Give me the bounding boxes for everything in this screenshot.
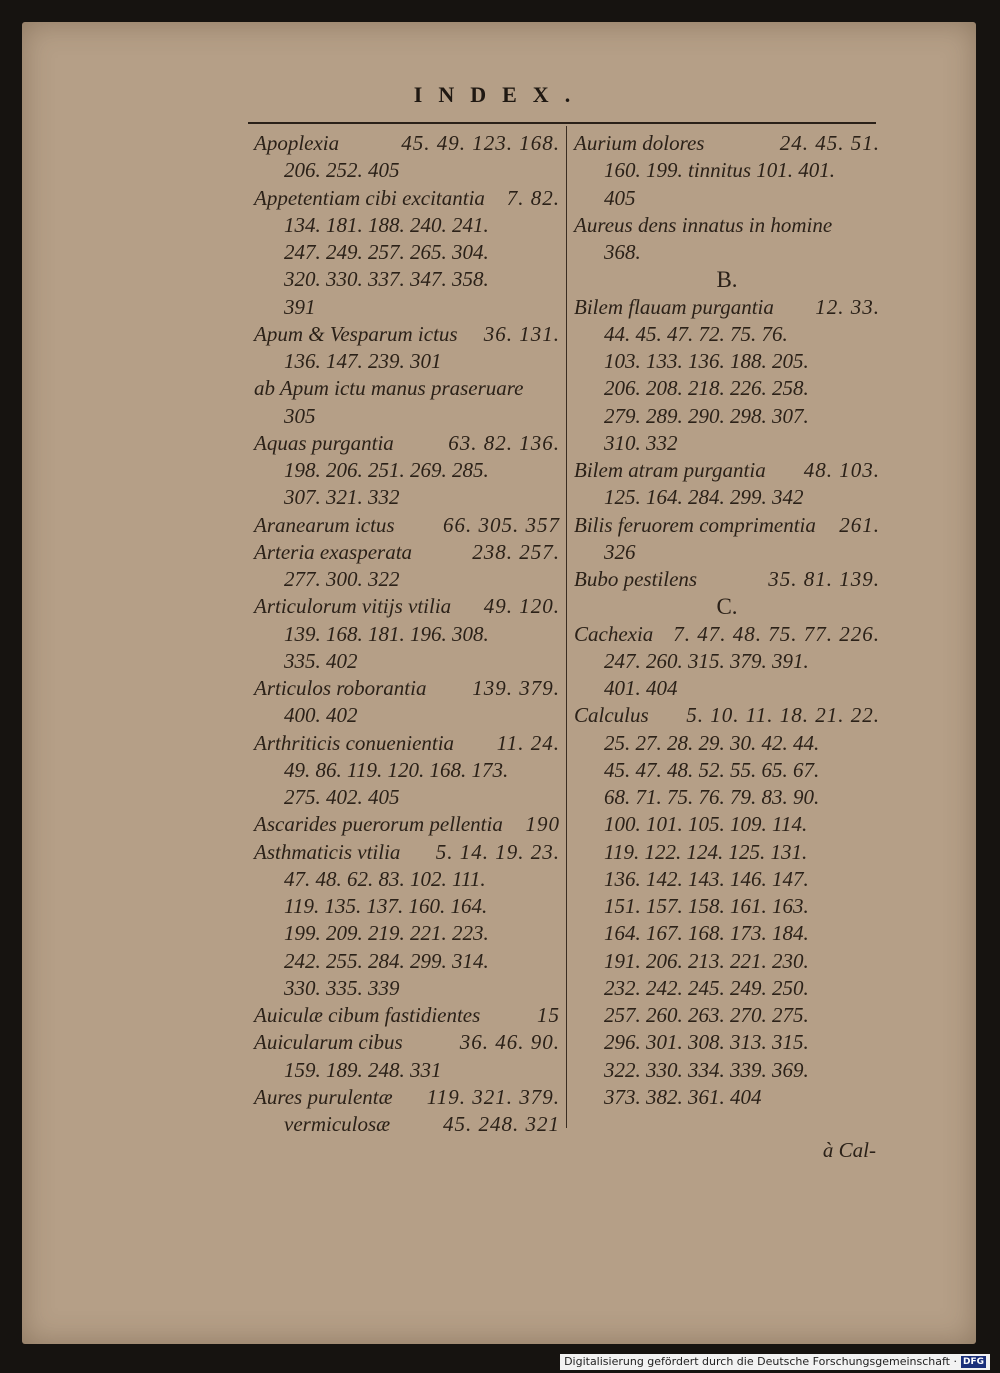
- entry-continuation: 242. 255. 284. 299. 314.: [284, 948, 489, 973]
- entry-continuation: 247. 260. 315. 379. 391.: [604, 648, 809, 673]
- entry-continuation: 134. 181. 188. 240. 241.: [284, 212, 489, 237]
- running-header: INDEX.: [413, 82, 587, 107]
- entry-continuation: 45. 47. 48. 52. 55. 65. 67.: [604, 757, 820, 782]
- entry-continuation: 68. 71. 75. 76. 79. 83. 90.: [604, 785, 820, 809]
- sub-entry-term: vermiculosæ: [284, 1112, 391, 1136]
- entry-term: Appetentiam cibi excitantia: [254, 185, 485, 210]
- entry-continuation: 119. 135. 137. 160. 164.: [284, 894, 488, 918]
- entry-page-numbers: 48. 103.: [803, 458, 880, 482]
- entry-term: Ascarides puerorum pellentia: [254, 812, 503, 837]
- entry-continuation: 405: [604, 185, 636, 210]
- section-letter: C.: [716, 594, 738, 620]
- entry-continuation: 326: [604, 539, 636, 564]
- entry-continuation: 320. 330. 337. 347. 358.: [284, 267, 489, 292]
- entry-page-numbers: 5. 10. 11. 18. 21. 22.: [686, 703, 880, 728]
- entry-term: Apoplexia: [254, 131, 340, 155]
- index-entry: [254, 512, 560, 539]
- entry-continuation: 322. 330. 334. 339. 369.: [604, 1057, 809, 1082]
- entry-continuation: 139. 168. 181. 196. 308.: [284, 621, 489, 646]
- catchword: à Cal-: [822, 1138, 876, 1162]
- entry-continuation: 103. 133. 136. 188. 205.: [604, 349, 809, 373]
- entry-page-numbers: 49. 120.: [483, 594, 560, 619]
- entry-continuation: 232. 242. 245. 249. 250.: [604, 975, 809, 1000]
- entry-term: Articulorum vitijs vtilia: [254, 594, 452, 619]
- index-entry: [574, 621, 880, 648]
- index-entry: [254, 675, 560, 702]
- entry-page-numbers: 63. 82. 136.: [448, 430, 560, 455]
- index-entry: [254, 321, 560, 348]
- entry-page-numbers: 35. 81. 139.: [768, 567, 880, 591]
- entry-continuation: 277. 300. 322: [284, 567, 400, 591]
- entry-page-numbers: 139. 379.: [472, 676, 560, 700]
- index-entry: [254, 811, 560, 838]
- entry-continuation: 305: [284, 403, 316, 428]
- index-entry: [574, 566, 880, 593]
- index-entry: [574, 457, 880, 484]
- entry-term: ab Apum ictu manus praseruare: [254, 376, 524, 401]
- entry-page-numbers: 36. 46. 90.: [459, 1030, 560, 1055]
- dfg-footer: [560, 1354, 990, 1370]
- entry-page-numbers: 11. 24.: [496, 730, 560, 755]
- entry-continuation: 151. 157. 158. 161. 163.: [604, 894, 809, 918]
- entry-term: Bilem flauam purgantia: [574, 294, 774, 319]
- entry-term: Aures purulentæ: [254, 1084, 393, 1109]
- entry-term: Bubo pestilens: [574, 567, 698, 591]
- entry-continuation: 160. 199. tinnitus 101. 401.: [604, 158, 836, 183]
- entry-continuation: 400. 402: [284, 703, 358, 728]
- entry-continuation: 199. 209. 219. 221. 223.: [284, 921, 489, 946]
- entry-continuation: 247. 249. 257. 265. 304.: [284, 240, 489, 264]
- entry-term: Asthmaticis vtilia: [254, 839, 401, 864]
- dfg-logo-icon: DFG: [962, 1357, 984, 1367]
- entry-continuation: 310. 332: [604, 430, 678, 455]
- entry-term: Calculus: [574, 703, 649, 728]
- header-rule: [248, 122, 876, 124]
- entry-continuation: 373. 382. 361. 404: [604, 1084, 762, 1109]
- entry-continuation: 44. 45. 47. 72. 75. 76.: [604, 321, 788, 346]
- entry-page-numbers: 12. 33.: [815, 294, 880, 319]
- entry-term: Arteria exasperata: [254, 539, 413, 564]
- entry-page-numbers: 238. 257.: [472, 539, 560, 564]
- entry-continuation: 119. 122. 124. 125. 131.: [604, 839, 808, 864]
- index-entry: [254, 730, 560, 757]
- index-entry: [254, 839, 560, 866]
- index-entry: [574, 512, 880, 539]
- entry-continuation: 330. 335. 339: [284, 975, 400, 1000]
- entry-page-numbers: 24. 45. 51.: [779, 131, 880, 155]
- entry-term: Bilem atram purgantia: [574, 458, 766, 482]
- index-entry: [254, 130, 560, 157]
- entry-page-numbers: 45. 248. 321: [443, 1112, 560, 1136]
- entry-page-numbers: 36. 131.: [483, 321, 560, 346]
- entry-term: Aureus dens innatus in homine: [574, 212, 833, 237]
- entry-page-numbers: 15: [537, 1003, 560, 1027]
- entry-continuation: 307. 321. 332: [284, 485, 400, 510]
- entry-continuation: 198. 206. 251. 269. 285.: [284, 458, 489, 482]
- entry-continuation: 257. 260. 263. 270. 275.: [604, 1003, 809, 1027]
- index-entry: [254, 539, 560, 566]
- entry-continuation: 296. 301. 308. 313. 315.: [604, 1030, 809, 1055]
- entry-term: Auicularum cibus: [254, 1030, 403, 1055]
- index-entry: [574, 130, 880, 157]
- entry-term: Arthriticis conuenientia: [254, 730, 455, 755]
- entry-continuation: 49. 86. 119. 120. 168. 173.: [284, 757, 509, 782]
- index-entry: [254, 185, 560, 212]
- entry-term: Aurium dolores: [574, 131, 705, 155]
- entry-term: Aquas purgantia: [254, 430, 394, 455]
- index-column-left: [254, 130, 560, 1138]
- entry-page-numbers: 45. 49. 123. 168.: [401, 131, 560, 155]
- index-entry: [254, 1029, 560, 1056]
- entry-continuation: 275. 402. 405: [284, 785, 400, 809]
- entry-continuation: 368.: [604, 240, 641, 264]
- entry-page-numbers: 119. 321. 379.: [426, 1084, 560, 1109]
- entry-continuation: 25. 27. 28. 29. 30. 42. 44.: [604, 730, 820, 755]
- entry-term: Apum & Vesparum ictus: [254, 321, 458, 346]
- entry-term: Aranearum ictus: [254, 512, 395, 537]
- index-entry: [254, 1002, 560, 1029]
- entry-term: Auiculæ cibum fastidientes: [254, 1003, 481, 1027]
- index-column-right: [574, 130, 880, 1111]
- index-entry: [574, 294, 880, 321]
- entry-continuation: 206. 252. 405: [284, 158, 400, 183]
- entry-term: Cachexia: [574, 621, 654, 646]
- entry-continuation: 159. 189. 248. 331: [284, 1057, 442, 1082]
- entry-page-numbers: 261.: [839, 512, 880, 537]
- entry-continuation: 164. 167. 168. 173. 184.: [604, 921, 809, 946]
- entry-page-numbers: 66. 305. 357: [443, 512, 560, 537]
- entry-continuation: 335. 402: [284, 648, 358, 673]
- entry-page-numbers: 5. 14. 19. 23.: [435, 839, 560, 864]
- entry-continuation: 125. 164. 284. 299. 342: [604, 485, 804, 510]
- column-divider: [566, 126, 567, 1128]
- entry-term: Articulos roborantia: [254, 676, 427, 700]
- entry-continuation: 47. 48. 62. 83. 102. 111.: [284, 866, 486, 891]
- entry-page-numbers: 190: [525, 812, 560, 837]
- index-entry: [254, 375, 560, 402]
- entry-page-numbers: 7. 82.: [506, 185, 560, 210]
- footer-text: Digitalisierung gefördert durch die Deutsche Forschungsgemeinschaft ·: [564, 1355, 957, 1368]
- section-letter: B.: [716, 267, 738, 293]
- entry-continuation: 136. 147. 239. 301: [284, 349, 442, 373]
- entry-continuation: 100. 101. 105. 109. 114.: [604, 812, 808, 837]
- index-entry: [574, 212, 880, 239]
- entry-continuation: 401. 404: [604, 676, 678, 700]
- index-entry: [254, 593, 560, 620]
- index-entry: [574, 702, 880, 729]
- entry-continuation: 279. 289. 290. 298. 307.: [604, 403, 809, 428]
- sub-entry: [254, 1111, 560, 1138]
- entry-continuation: 136. 142. 143. 146. 147.: [604, 866, 809, 891]
- index-entry: [254, 1084, 560, 1111]
- entry-continuation: 191. 206. 213. 221. 230.: [604, 948, 809, 973]
- entry-continuation: 206. 208. 218. 226. 258.: [604, 376, 809, 401]
- entry-term: Bilis feruorem comprimentia: [574, 512, 816, 537]
- entry-page-numbers: 7. 47. 48. 75. 77. 226.: [673, 621, 880, 646]
- entry-continuation: 391: [284, 294, 316, 319]
- index-entry: [254, 430, 560, 457]
